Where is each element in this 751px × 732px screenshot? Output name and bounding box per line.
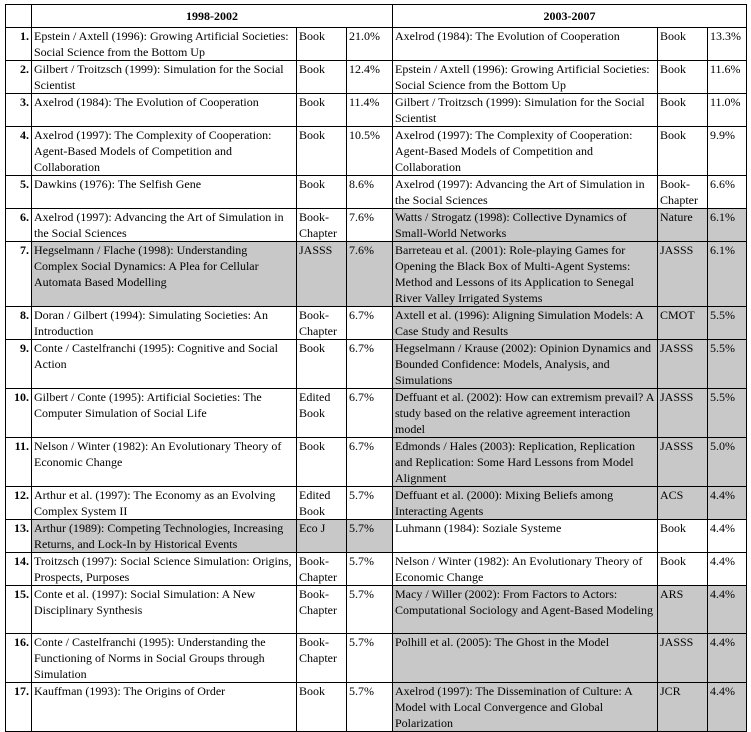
rank-number: 17. <box>6 683 32 732</box>
left-type: Edited Book <box>297 389 347 438</box>
table-row <box>6 438 747 487</box>
right-type: Book <box>658 127 708 176</box>
table-row <box>6 94 747 127</box>
left-type: Book <box>297 176 347 209</box>
right-title: Axtell et al. (1996): Aligning Simulation Models: A Case Study and Results <box>393 307 658 340</box>
rank-number: 4. <box>6 127 32 176</box>
right-type: Nature <box>658 209 708 242</box>
left-type: Book-Chapter <box>297 553 347 586</box>
left-title: Axelrod (1984): The Evolution of Cooperation <box>32 94 297 127</box>
right-title: Luhmann (1984): Soziale Systeme <box>393 520 658 553</box>
left-type: Book <box>297 683 347 732</box>
right-percent: 4.4% <box>708 553 747 586</box>
rank-number: 8. <box>6 307 32 340</box>
right-title: Nelson / Winter (1982): An Evolutionary Theory of Economic Change <box>393 553 658 586</box>
rank-number: 14. <box>6 553 32 586</box>
left-percent: 7.6% <box>347 209 393 242</box>
left-type: Book-Chapter <box>297 209 347 242</box>
right-type: Book <box>658 61 708 94</box>
left-percent: 8.6% <box>347 176 393 209</box>
left-title: Epstein / Axtell (1996): Growing Artificial Societies: Social Science from the Bottom Up <box>32 28 297 61</box>
rank-number: 9. <box>6 340 32 389</box>
rank-number: 3. <box>6 94 32 127</box>
table-row <box>6 176 747 209</box>
right-type: JASSS <box>658 242 708 307</box>
right-percent: 9.9% <box>708 127 747 176</box>
right-title: Axelrod (1984): The Evolution of Cooperation <box>393 28 658 61</box>
left-percent: 10.5% <box>347 127 393 176</box>
left-title: Conte / Castelfranchi (1995): Cognitive and Social Action <box>32 340 297 389</box>
left-type: Book <box>297 61 347 94</box>
rank-number: 6. <box>6 209 32 242</box>
left-title: Conte / Castelfranchi (1995): Understanding the Functioning of Norms in Social Groups through Simulation <box>32 634 297 683</box>
rank-number: 5. <box>6 176 32 209</box>
table-row <box>6 487 747 520</box>
left-percent: 6.7% <box>347 438 393 487</box>
left-type: Book-Chapter <box>297 307 347 340</box>
table-row <box>6 634 747 683</box>
left-title: Gilbert / Troitzsch (1999): Simulation for the Social Scientist <box>32 61 297 94</box>
left-type: Edited Book <box>297 487 347 520</box>
right-title: Axelrod (1997): The Dissemination of Culture: A Model with Local Convergence and Global Polarization <box>393 683 658 732</box>
left-percent: 5.7% <box>347 520 393 553</box>
right-type: Book <box>658 553 708 586</box>
left-title: Hegselmann / Flache (1998): Understanding Complex Social Dynamics: A Plea for Cellular Automata Based Modelling <box>32 242 297 307</box>
right-percent: 6.1% <box>708 209 747 242</box>
right-percent: 4.4% <box>708 520 747 553</box>
right-title: Watts / Strogatz (1998): Collective Dynamics of Small-World Networks <box>393 209 658 242</box>
right-title: Axelrod (1997): Advancing the Art of Simulation in the Social Sciences <box>393 176 658 209</box>
table-row <box>6 553 747 586</box>
right-type: ARS <box>658 586 708 634</box>
left-type: Eco J <box>297 520 347 553</box>
left-percent: 6.7% <box>347 307 393 340</box>
right-type: JASSS <box>658 389 708 438</box>
right-type: ACS <box>658 487 708 520</box>
table-row <box>6 209 747 242</box>
rank-number: 12. <box>6 487 32 520</box>
right-percent: 4.4% <box>708 634 747 683</box>
header-left-period: 1998-2002 <box>32 5 393 28</box>
left-percent: 5.7% <box>347 683 393 732</box>
left-percent: 6.7% <box>347 389 393 438</box>
rank-number: 16. <box>6 634 32 683</box>
right-type: JASSS <box>658 634 708 683</box>
left-percent: 5.7% <box>347 634 393 683</box>
right-percent: 6.1% <box>708 242 747 307</box>
citation-ranking-table <box>5 4 747 732</box>
right-percent: 4.4% <box>708 683 747 732</box>
left-type: Book-Chapter <box>297 634 347 683</box>
right-type: JCR <box>658 683 708 732</box>
left-title: Nelson / Winter (1982): An Evolutionary Theory of Economic Change <box>32 438 297 487</box>
right-title: Epstein / Axtell (1996): Growing Artificial Societies: Social Science from the Bottom Up <box>393 61 658 94</box>
right-type: Book <box>658 94 708 127</box>
left-type: Book <box>297 127 347 176</box>
table-row <box>6 61 747 94</box>
left-title: Axelrod (1997): Advancing the Art of Simulation in the Social Sciences <box>32 209 297 242</box>
left-percent: 5.7% <box>347 487 393 520</box>
right-percent: 11.0% <box>708 94 747 127</box>
rank-number: 1. <box>6 28 32 61</box>
right-title: Axelrod (1997): The Complexity of Cooperation: Agent-Based Models of Competition and Collaboration <box>393 127 658 176</box>
left-percent: 5.7% <box>347 553 393 586</box>
left-percent: 12.4% <box>347 61 393 94</box>
right-title: Macy / Willer (2002): From Factors to Actors: Computational Sociology and Agent-Based Modeling <box>393 586 658 634</box>
right-type: Book <box>658 520 708 553</box>
left-type: Book <box>297 28 347 61</box>
right-title: Edmonds / Hales (2003): Replication, Replication and Replication: Some Hard Lessons from Model Alignment <box>393 438 658 487</box>
table-row <box>6 242 747 307</box>
corner-cell <box>6 5 32 28</box>
table-row <box>6 683 747 732</box>
right-percent: 5.5% <box>708 340 747 389</box>
left-type: Book <box>297 340 347 389</box>
left-percent: 7.6% <box>347 242 393 307</box>
left-percent: 11.4% <box>347 94 393 127</box>
left-title: Arthur et al. (1997): The Economy as an Evolving Complex System II <box>32 487 297 520</box>
left-percent: 21.0% <box>347 28 393 61</box>
right-title: Deffuant et al. (2002): How can extremism prevail? A study based on the relative agreement interaction model <box>393 389 658 438</box>
header-right-period: 2003-2007 <box>393 5 747 28</box>
right-type: Book <box>658 28 708 61</box>
right-type: Book-Chapter <box>658 176 708 209</box>
table-row <box>6 28 747 61</box>
rank-number: 11. <box>6 438 32 487</box>
left-title: Dawkins (1976): The Selfish Gene <box>32 176 297 209</box>
right-percent: 13.3% <box>708 28 747 61</box>
rank-number: 7. <box>6 242 32 307</box>
left-title: Axelrod (1997): The Complexity of Cooperation: Agent-Based Models of Competition and Collaboration <box>32 127 297 176</box>
table-row <box>6 586 747 634</box>
header-row <box>6 5 747 28</box>
table-row <box>6 389 747 438</box>
left-percent: 5.7% <box>347 586 393 634</box>
left-title: Troitzsch (1997): Social Science Simulation: Origins, Prospects, Purposes <box>32 553 297 586</box>
rank-number: 10. <box>6 389 32 438</box>
rank-number: 15. <box>6 586 32 634</box>
right-title: Gilbert / Troitzsch (1999): Simulation for the Social Scientist <box>393 94 658 127</box>
right-percent: 5.0% <box>708 438 747 487</box>
right-percent: 5.5% <box>708 389 747 438</box>
right-percent: 11.6% <box>708 61 747 94</box>
table-row <box>6 340 747 389</box>
right-title: Polhill et al. (2005): The Ghost in the Model <box>393 634 658 683</box>
table-row <box>6 520 747 553</box>
right-type: CMOT <box>658 307 708 340</box>
right-percent: 5.5% <box>708 307 747 340</box>
table-row <box>6 127 747 176</box>
right-title: Barreteau et al. (2001): Role-playing Games for Opening the Black Box of Multi-Agent Systems: Method and Lessons of its Application to Senegal River Valley Irrigated Systems <box>393 242 658 307</box>
right-type: JASSS <box>658 438 708 487</box>
left-type: JASSS <box>297 242 347 307</box>
left-type: Book <box>297 94 347 127</box>
left-title: Arthur (1989): Competing Technologies, Increasing Returns, and Lock-In by Historical Events <box>32 520 297 553</box>
right-type: JASSS <box>658 340 708 389</box>
right-title: Deffuant et al. (2000): Mixing Beliefs among Interacting Agents <box>393 487 658 520</box>
rank-number: 2. <box>6 61 32 94</box>
left-type: Book <box>297 438 347 487</box>
right-title: Hegselmann / Krause (2002): Opinion Dynamics and Bounded Confidence: Models, Analysis, and Simulations <box>393 340 658 389</box>
right-percent: 6.6% <box>708 176 747 209</box>
left-title: Kauffman (1993): The Origins of Order <box>32 683 297 732</box>
left-type: Book-Chapter <box>297 586 347 634</box>
right-percent: 4.4% <box>708 487 747 520</box>
table-row <box>6 307 747 340</box>
table-body <box>6 28 747 732</box>
rank-number: 13. <box>6 520 32 553</box>
left-title: Doran / Gilbert (1994): Simulating Societies: An Introduction <box>32 307 297 340</box>
left-title: Gilbert / Conte (1995): Artificial Societies: The Computer Simulation of Social Life <box>32 389 297 438</box>
right-percent: 4.4% <box>708 586 747 634</box>
left-percent: 6.7% <box>347 340 393 389</box>
left-title: Conte et al. (1997): Social Simulation: A New Disciplinary Synthesis <box>32 586 297 634</box>
